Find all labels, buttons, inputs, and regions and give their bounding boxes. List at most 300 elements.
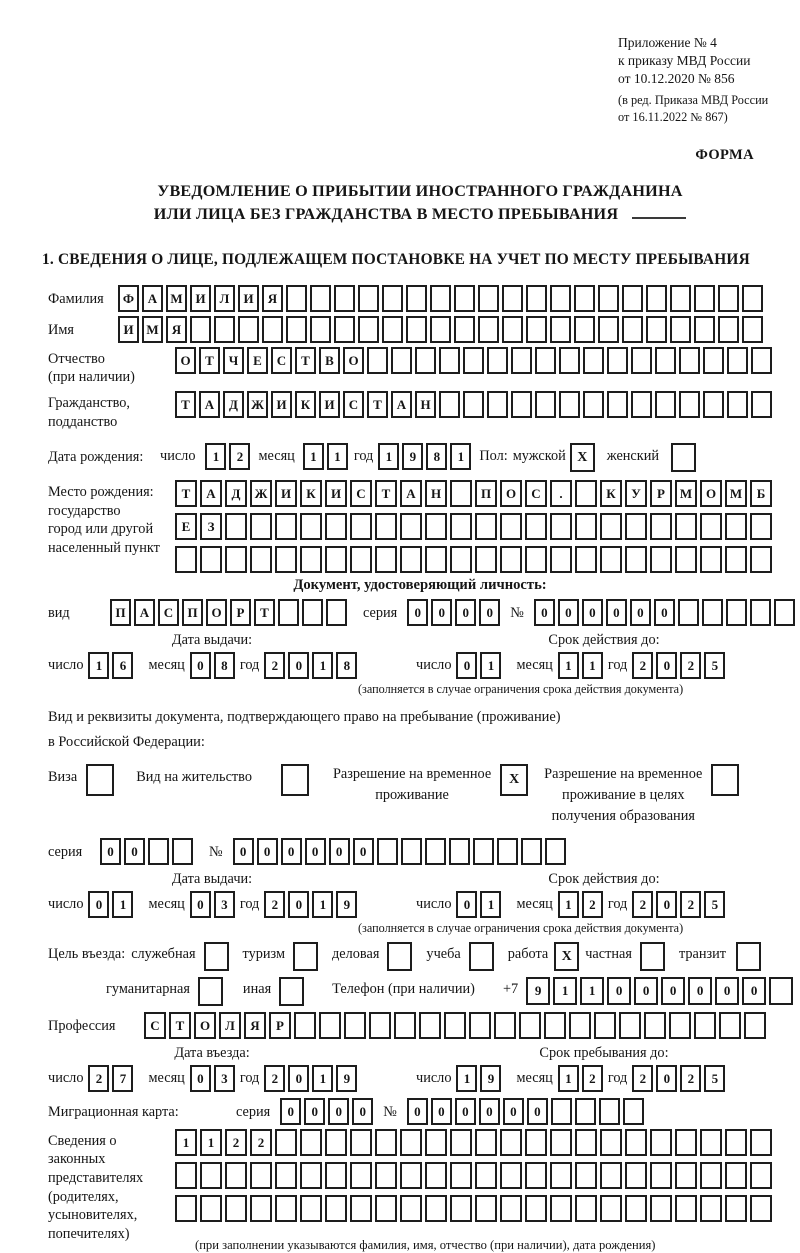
char-cell[interactable]: 0 <box>190 1065 211 1092</box>
char-cell[interactable] <box>382 285 403 312</box>
char-cell[interactable]: 9 <box>526 977 550 1005</box>
char-cell[interactable]: И <box>118 316 139 343</box>
char-cell[interactable]: И <box>325 480 347 507</box>
char-cell[interactable] <box>655 347 676 374</box>
char-cell[interactable] <box>214 316 235 343</box>
char-cell[interactable] <box>394 1012 416 1039</box>
char-cell[interactable]: К <box>295 391 316 418</box>
char-cell[interactable] <box>675 513 697 540</box>
char-cell[interactable] <box>525 1129 547 1156</box>
char-cell[interactable] <box>475 546 497 573</box>
char-cell[interactable] <box>400 1162 422 1189</box>
edu-permit-checkbox[interactable] <box>711 764 739 796</box>
char-cell[interactable]: 0 <box>503 1098 524 1125</box>
char-cell[interactable] <box>650 1129 672 1156</box>
char-cell[interactable] <box>286 285 307 312</box>
char-cell[interactable] <box>631 347 652 374</box>
char-cell[interactable] <box>675 1195 697 1222</box>
char-cell[interactable] <box>525 546 547 573</box>
char-cell[interactable] <box>700 1195 722 1222</box>
char-cell[interactable]: 8 <box>214 652 235 679</box>
residence-permit-checkbox[interactable] <box>281 764 309 796</box>
char-cell[interactable]: В <box>319 347 340 374</box>
char-cell[interactable] <box>727 347 748 374</box>
char-cell[interactable]: 1 <box>558 652 579 679</box>
char-cell[interactable] <box>511 347 532 374</box>
char-cell[interactable]: 1 <box>327 443 348 470</box>
female-checkbox[interactable] <box>671 443 696 472</box>
char-cell[interactable] <box>500 546 522 573</box>
char-cell[interactable] <box>744 1012 766 1039</box>
char-cell[interactable] <box>607 391 628 418</box>
char-cell[interactable] <box>751 391 772 418</box>
char-cell[interactable] <box>750 599 771 626</box>
char-cell[interactable] <box>375 1129 397 1156</box>
char-cell[interactable] <box>400 546 422 573</box>
char-cell[interactable]: Е <box>247 347 268 374</box>
char-cell[interactable]: 0 <box>88 891 109 918</box>
char-cell[interactable] <box>675 1129 697 1156</box>
char-cell[interactable] <box>406 285 427 312</box>
char-cell[interactable]: Л <box>219 1012 241 1039</box>
char-cell[interactable] <box>425 1195 447 1222</box>
char-cell[interactable] <box>574 285 595 312</box>
char-cell[interactable]: 9 <box>402 443 423 470</box>
char-cell[interactable]: 0 <box>190 891 211 918</box>
char-cell[interactable] <box>302 599 323 626</box>
char-cell[interactable] <box>382 316 403 343</box>
char-cell[interactable] <box>350 1129 372 1156</box>
char-cell[interactable]: 5 <box>704 652 725 679</box>
char-cell[interactable] <box>644 1012 666 1039</box>
char-cell[interactable]: 0 <box>656 891 677 918</box>
char-cell[interactable]: 1 <box>450 443 471 470</box>
char-cell[interactable]: 3 <box>214 891 235 918</box>
char-cell[interactable] <box>350 1195 372 1222</box>
char-cell[interactable]: Р <box>230 599 251 626</box>
char-cell[interactable]: А <box>199 391 220 418</box>
char-cell[interactable] <box>625 546 647 573</box>
char-cell[interactable]: 0 <box>661 977 685 1005</box>
char-cell[interactable]: Д <box>225 480 247 507</box>
char-cell[interactable] <box>502 285 523 312</box>
char-cell[interactable] <box>700 1162 722 1189</box>
char-cell[interactable]: 0 <box>257 838 278 865</box>
char-cell[interactable]: П <box>182 599 203 626</box>
char-cell[interactable] <box>703 391 724 418</box>
char-cell[interactable] <box>725 1162 747 1189</box>
char-cell[interactable]: Н <box>415 391 436 418</box>
char-cell[interactable]: 0 <box>329 838 350 865</box>
char-cell[interactable]: 5 <box>704 891 725 918</box>
char-cell[interactable] <box>375 1162 397 1189</box>
char-cell[interactable] <box>475 1162 497 1189</box>
char-cell[interactable] <box>725 513 747 540</box>
char-cell[interactable] <box>675 546 697 573</box>
char-cell[interactable]: 1 <box>378 443 399 470</box>
char-cell[interactable]: А <box>134 599 155 626</box>
char-cell[interactable]: Ч <box>223 347 244 374</box>
char-cell[interactable]: 0 <box>431 599 452 626</box>
char-cell[interactable]: 1 <box>558 891 579 918</box>
char-cell[interactable]: 0 <box>456 891 477 918</box>
char-cell[interactable] <box>148 838 169 865</box>
char-cell[interactable] <box>275 513 297 540</box>
char-cell[interactable] <box>719 1012 741 1039</box>
char-cell[interactable] <box>300 546 322 573</box>
char-cell[interactable] <box>575 480 597 507</box>
char-cell[interactable]: 0 <box>479 1098 500 1125</box>
char-cell[interactable]: 7 <box>112 1065 133 1092</box>
char-cell[interactable] <box>487 391 508 418</box>
char-cell[interactable]: 0 <box>288 891 309 918</box>
char-cell[interactable] <box>469 1012 491 1039</box>
char-cell[interactable]: Т <box>175 391 196 418</box>
char-cell[interactable] <box>669 1012 691 1039</box>
char-cell[interactable] <box>250 546 272 573</box>
char-cell[interactable] <box>425 513 447 540</box>
char-cell[interactable] <box>475 1129 497 1156</box>
char-cell[interactable] <box>569 1012 591 1039</box>
char-cell[interactable] <box>550 513 572 540</box>
char-cell[interactable] <box>583 391 604 418</box>
char-cell[interactable] <box>525 1162 547 1189</box>
char-cell[interactable] <box>358 285 379 312</box>
char-cell[interactable]: . <box>550 480 572 507</box>
char-cell[interactable]: 2 <box>264 1065 285 1092</box>
char-cell[interactable]: 0 <box>527 1098 548 1125</box>
char-cell[interactable]: 2 <box>250 1129 272 1156</box>
char-cell[interactable] <box>425 838 446 865</box>
char-cell[interactable]: К <box>600 480 622 507</box>
purpose-official-checkbox[interactable] <box>204 942 229 971</box>
char-cell[interactable] <box>450 1162 472 1189</box>
char-cell[interactable] <box>742 285 763 312</box>
char-cell[interactable] <box>750 1129 772 1156</box>
char-cell[interactable] <box>175 1162 197 1189</box>
char-cell[interactable]: 0 <box>455 1098 476 1125</box>
char-cell[interactable] <box>607 347 628 374</box>
char-cell[interactable] <box>358 316 379 343</box>
char-cell[interactable]: 3 <box>214 1065 235 1092</box>
char-cell[interactable] <box>200 546 222 573</box>
char-cell[interactable]: С <box>158 599 179 626</box>
char-cell[interactable]: С <box>350 480 372 507</box>
char-cell[interactable]: 1 <box>205 443 226 470</box>
char-cell[interactable] <box>444 1012 466 1039</box>
char-cell[interactable] <box>600 1195 622 1222</box>
char-cell[interactable]: 0 <box>233 838 254 865</box>
char-cell[interactable] <box>300 1195 322 1222</box>
char-cell[interactable]: Я <box>166 316 187 343</box>
char-cell[interactable] <box>406 316 427 343</box>
char-cell[interactable]: 0 <box>606 599 627 626</box>
char-cell[interactable]: С <box>525 480 547 507</box>
char-cell[interactable] <box>550 316 571 343</box>
char-cell[interactable]: 0 <box>582 599 603 626</box>
char-cell[interactable] <box>300 513 322 540</box>
char-cell[interactable]: 1 <box>582 652 603 679</box>
char-cell[interactable] <box>694 316 715 343</box>
char-cell[interactable] <box>700 513 722 540</box>
char-cell[interactable]: Я <box>262 285 283 312</box>
char-cell[interactable]: 1 <box>312 1065 333 1092</box>
char-cell[interactable] <box>425 1129 447 1156</box>
char-cell[interactable]: Я <box>244 1012 266 1039</box>
char-cell[interactable] <box>545 838 566 865</box>
char-cell[interactable] <box>625 513 647 540</box>
char-cell[interactable] <box>650 513 672 540</box>
char-cell[interactable] <box>300 1162 322 1189</box>
char-cell[interactable]: 2 <box>264 891 285 918</box>
char-cell[interactable] <box>622 316 643 343</box>
char-cell[interactable]: 1 <box>456 1065 477 1092</box>
char-cell[interactable]: 1 <box>480 652 501 679</box>
char-cell[interactable]: 8 <box>336 652 357 679</box>
char-cell[interactable]: 0 <box>558 599 579 626</box>
char-cell[interactable]: 0 <box>304 1098 325 1125</box>
char-cell[interactable]: 0 <box>455 599 476 626</box>
char-cell[interactable] <box>419 1012 441 1039</box>
char-cell[interactable] <box>670 285 691 312</box>
char-cell[interactable]: 1 <box>175 1129 197 1156</box>
char-cell[interactable] <box>551 1098 572 1125</box>
char-cell[interactable]: О <box>175 347 196 374</box>
char-cell[interactable]: 0 <box>479 599 500 626</box>
char-cell[interactable]: 0 <box>288 1065 309 1092</box>
char-cell[interactable] <box>599 1098 620 1125</box>
char-cell[interactable] <box>350 546 372 573</box>
char-cell[interactable] <box>631 391 652 418</box>
char-cell[interactable]: 1 <box>88 652 109 679</box>
char-cell[interactable]: Т <box>169 1012 191 1039</box>
char-cell[interactable] <box>718 316 739 343</box>
char-cell[interactable]: 9 <box>480 1065 501 1092</box>
char-cell[interactable] <box>679 391 700 418</box>
char-cell[interactable]: С <box>144 1012 166 1039</box>
char-cell[interactable]: Р <box>650 480 672 507</box>
char-cell[interactable] <box>622 285 643 312</box>
char-cell[interactable]: 0 <box>607 977 631 1005</box>
char-cell[interactable] <box>500 513 522 540</box>
char-cell[interactable]: М <box>675 480 697 507</box>
char-cell[interactable] <box>750 1195 772 1222</box>
char-cell[interactable] <box>225 546 247 573</box>
char-cell[interactable] <box>250 1162 272 1189</box>
char-cell[interactable] <box>583 347 604 374</box>
char-cell[interactable] <box>439 347 460 374</box>
char-cell[interactable] <box>575 1129 597 1156</box>
char-cell[interactable] <box>526 316 547 343</box>
char-cell[interactable] <box>454 285 475 312</box>
char-cell[interactable]: М <box>725 480 747 507</box>
char-cell[interactable]: А <box>142 285 163 312</box>
char-cell[interactable]: 2 <box>680 891 701 918</box>
char-cell[interactable] <box>575 1162 597 1189</box>
char-cell[interactable]: 1 <box>303 443 324 470</box>
char-cell[interactable]: Т <box>375 480 397 507</box>
visa-checkbox[interactable] <box>86 764 114 796</box>
char-cell[interactable] <box>670 316 691 343</box>
char-cell[interactable]: О <box>206 599 227 626</box>
char-cell[interactable] <box>774 599 795 626</box>
char-cell[interactable]: Д <box>223 391 244 418</box>
char-cell[interactable] <box>550 546 572 573</box>
char-cell[interactable] <box>600 513 622 540</box>
char-cell[interactable] <box>598 285 619 312</box>
char-cell[interactable] <box>275 1195 297 1222</box>
char-cell[interactable] <box>463 391 484 418</box>
char-cell[interactable]: М <box>142 316 163 343</box>
char-cell[interactable] <box>511 391 532 418</box>
char-cell[interactable] <box>344 1012 366 1039</box>
char-cell[interactable] <box>700 546 722 573</box>
char-cell[interactable] <box>550 285 571 312</box>
char-cell[interactable] <box>625 1129 647 1156</box>
char-cell[interactable]: 0 <box>407 1098 428 1125</box>
char-cell[interactable] <box>559 391 580 418</box>
char-cell[interactable] <box>725 1195 747 1222</box>
char-cell[interactable] <box>391 347 412 374</box>
char-cell[interactable] <box>751 347 772 374</box>
char-cell[interactable] <box>725 1129 747 1156</box>
char-cell[interactable] <box>650 1195 672 1222</box>
char-cell[interactable] <box>535 391 556 418</box>
char-cell[interactable] <box>655 391 676 418</box>
char-cell[interactable] <box>334 285 355 312</box>
char-cell[interactable] <box>294 1012 316 1039</box>
char-cell[interactable] <box>623 1098 644 1125</box>
char-cell[interactable] <box>275 1162 297 1189</box>
char-cell[interactable] <box>559 347 580 374</box>
char-cell[interactable]: 2 <box>632 1065 653 1092</box>
char-cell[interactable] <box>725 546 747 573</box>
char-cell[interactable]: 5 <box>704 1065 725 1092</box>
purpose-tourism-checkbox[interactable] <box>293 942 318 971</box>
char-cell[interactable] <box>718 285 739 312</box>
char-cell[interactable] <box>679 347 700 374</box>
char-cell[interactable] <box>646 285 667 312</box>
char-cell[interactable]: 2 <box>88 1065 109 1092</box>
char-cell[interactable] <box>350 1162 372 1189</box>
char-cell[interactable] <box>575 513 597 540</box>
char-cell[interactable] <box>678 599 699 626</box>
char-cell[interactable] <box>475 513 497 540</box>
char-cell[interactable] <box>225 1195 247 1222</box>
char-cell[interactable] <box>575 546 597 573</box>
char-cell[interactable]: И <box>271 391 292 418</box>
char-cell[interactable]: 0 <box>656 652 677 679</box>
char-cell[interactable]: 0 <box>352 1098 373 1125</box>
char-cell[interactable] <box>497 838 518 865</box>
char-cell[interactable] <box>454 316 475 343</box>
char-cell[interactable]: Н <box>425 480 447 507</box>
char-cell[interactable]: 0 <box>288 652 309 679</box>
char-cell[interactable] <box>575 1098 596 1125</box>
char-cell[interactable]: 2 <box>225 1129 247 1156</box>
char-cell[interactable] <box>250 1195 272 1222</box>
char-cell[interactable] <box>750 546 772 573</box>
char-cell[interactable] <box>286 316 307 343</box>
char-cell[interactable]: 1 <box>312 652 333 679</box>
char-cell[interactable] <box>450 480 472 507</box>
char-cell[interactable] <box>521 838 542 865</box>
char-cell[interactable]: 2 <box>632 652 653 679</box>
char-cell[interactable] <box>325 546 347 573</box>
char-cell[interactable] <box>400 1129 422 1156</box>
char-cell[interactable] <box>275 1129 297 1156</box>
char-cell[interactable]: 0 <box>656 1065 677 1092</box>
char-cell[interactable]: 0 <box>534 599 555 626</box>
char-cell[interactable]: 9 <box>336 1065 357 1092</box>
char-cell[interactable]: А <box>200 480 222 507</box>
char-cell[interactable] <box>625 1162 647 1189</box>
char-cell[interactable]: 0 <box>124 838 145 865</box>
char-cell[interactable] <box>478 316 499 343</box>
char-cell[interactable] <box>675 1162 697 1189</box>
char-cell[interactable]: 8 <box>426 443 447 470</box>
char-cell[interactable]: О <box>194 1012 216 1039</box>
char-cell[interactable] <box>500 1162 522 1189</box>
char-cell[interactable] <box>238 316 259 343</box>
char-cell[interactable]: 0 <box>688 977 712 1005</box>
char-cell[interactable] <box>172 838 193 865</box>
char-cell[interactable]: 0 <box>630 599 651 626</box>
char-cell[interactable] <box>278 599 299 626</box>
char-cell[interactable] <box>375 546 397 573</box>
char-cell[interactable] <box>694 285 715 312</box>
char-cell[interactable] <box>769 977 793 1005</box>
char-cell[interactable] <box>650 1162 672 1189</box>
char-cell[interactable] <box>325 1162 347 1189</box>
char-cell[interactable] <box>598 316 619 343</box>
char-cell[interactable]: О <box>700 480 722 507</box>
char-cell[interactable] <box>625 1195 647 1222</box>
char-cell[interactable]: 0 <box>280 1098 301 1125</box>
char-cell[interactable] <box>375 513 397 540</box>
char-cell[interactable] <box>726 599 747 626</box>
char-cell[interactable]: П <box>475 480 497 507</box>
char-cell[interactable] <box>646 316 667 343</box>
char-cell[interactable] <box>400 513 422 540</box>
char-cell[interactable] <box>400 1195 422 1222</box>
char-cell[interactable] <box>525 1195 547 1222</box>
char-cell[interactable]: 1 <box>580 977 604 1005</box>
char-cell[interactable] <box>425 1162 447 1189</box>
char-cell[interactable] <box>310 285 331 312</box>
char-cell[interactable] <box>526 285 547 312</box>
char-cell[interactable]: У <box>625 480 647 507</box>
char-cell[interactable]: Е <box>175 513 197 540</box>
char-cell[interactable] <box>350 513 372 540</box>
char-cell[interactable]: 6 <box>112 652 133 679</box>
char-cell[interactable] <box>450 546 472 573</box>
char-cell[interactable]: Ж <box>250 480 272 507</box>
char-cell[interactable] <box>450 513 472 540</box>
char-cell[interactable] <box>450 1195 472 1222</box>
char-cell[interactable]: Ф <box>118 285 139 312</box>
char-cell[interactable] <box>594 1012 616 1039</box>
char-cell[interactable]: 1 <box>200 1129 222 1156</box>
char-cell[interactable] <box>430 285 451 312</box>
char-cell[interactable] <box>600 546 622 573</box>
char-cell[interactable] <box>742 316 763 343</box>
char-cell[interactable]: 2 <box>680 652 701 679</box>
char-cell[interactable] <box>727 391 748 418</box>
char-cell[interactable] <box>600 1162 622 1189</box>
char-cell[interactable] <box>650 546 672 573</box>
char-cell[interactable] <box>574 316 595 343</box>
